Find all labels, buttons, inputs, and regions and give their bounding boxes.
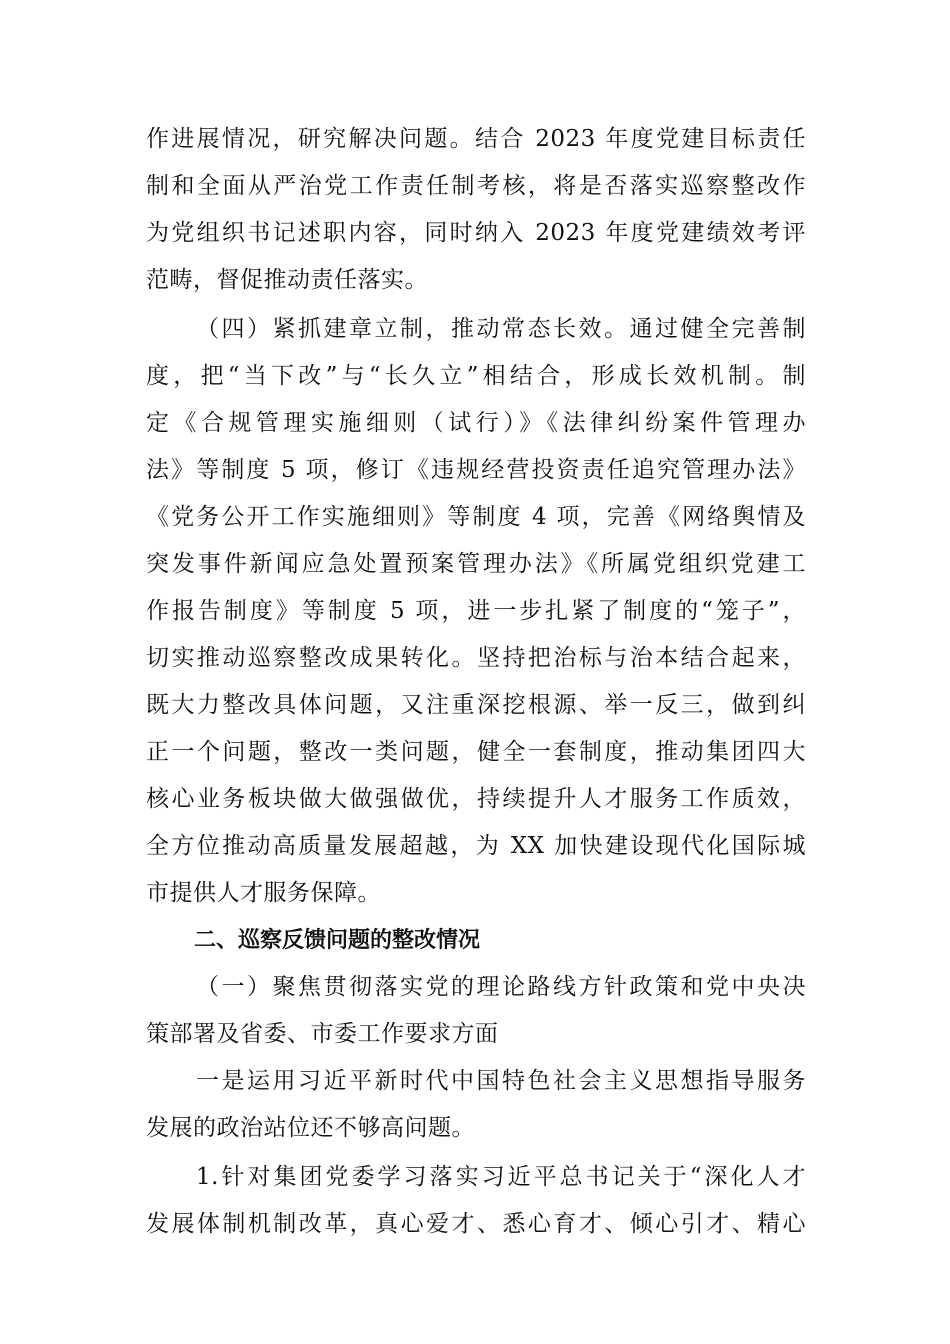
text-line: 度，把“当下改”与“长久立”相结合，形成长效机制。制 [146,363,806,389]
text-line: 定《合规管理实施细则（试行）》《法律纠纷案件管理办 [146,410,806,436]
text-line: 1.针对集团党委学习落实习近平总书记关于“深化人才 [196,1164,806,1190]
text-line: 制和全面从严治党工作责任制考核，将是否落实巡察整改作 [146,173,806,199]
paragraph-party-building-review [146,116,806,304]
text-line: 作报告制度》等制度 5 项，进一步扎紧了制度的“笼子”， [146,598,806,624]
paragraph-institution-building [146,306,806,917]
text-line: 既大力整改具体问题，又注重深挖根源、举一反三，做到纠 [146,692,806,718]
text-line: 切实推动巡察整改成果转化。坚持把治标与治本结合起来， [146,645,806,671]
paragraph-issue-one [146,1058,806,1152]
text-line: （四）紧抓建章立制，推动常态长效。通过健全完善制 [196,316,806,342]
text-line: 为党组织书记述职内容，同时纳入 2023 年度党建绩效考评 [146,220,806,246]
text-line: 一是运用习近平新时代中国特色社会主义思想指导服务 [196,1068,806,1094]
text-line: 策部署及省委、市委工作要求方面 [146,1021,499,1047]
text-line: 作进展情况，研究解决问题。结合 2023 年度党建目标责任 [146,126,806,152]
section-heading: 二、巡察反馈问题的整改情况 [194,928,481,953]
text-line: 法》等制度 5 项，修订《违规经营投资责任追究管理办法》 [146,457,806,483]
document-body [146,116,806,1248]
paragraph-item-one [146,1154,806,1248]
text-line: 发展的政治站位还不够高问题。 [146,1115,475,1141]
text-line: 《党务公开工作实施细则》等制度 4 项，完善《网络舆情及 [146,504,806,530]
text-line: 突发事件新闻应急处置预案管理办法》《所属党组织党建工 [146,551,806,577]
text-line: 全方位推动高质量发展超越，为 XX 加快建设现代化国际城 [146,833,806,859]
text-line: 正一个问题，整改一类问题，健全一套制度，推动集团四大 [146,739,806,765]
paragraph-subsection-one [146,964,806,1058]
text-line: 核心业务板块做大做强做优，持续提升人才服务工作质效， [146,786,806,812]
text-line: 范畴，督促推动责任落实。 [146,267,428,293]
text-line: （一）聚焦贯彻落实党的理论路线方针政策和党中央决 [196,974,806,1000]
text-line: 市提供人才服务保障。 [146,880,381,906]
text-line: 发展体制机制改革，真心爱才、悉心育才、倾心引才、精心 [146,1211,806,1237]
